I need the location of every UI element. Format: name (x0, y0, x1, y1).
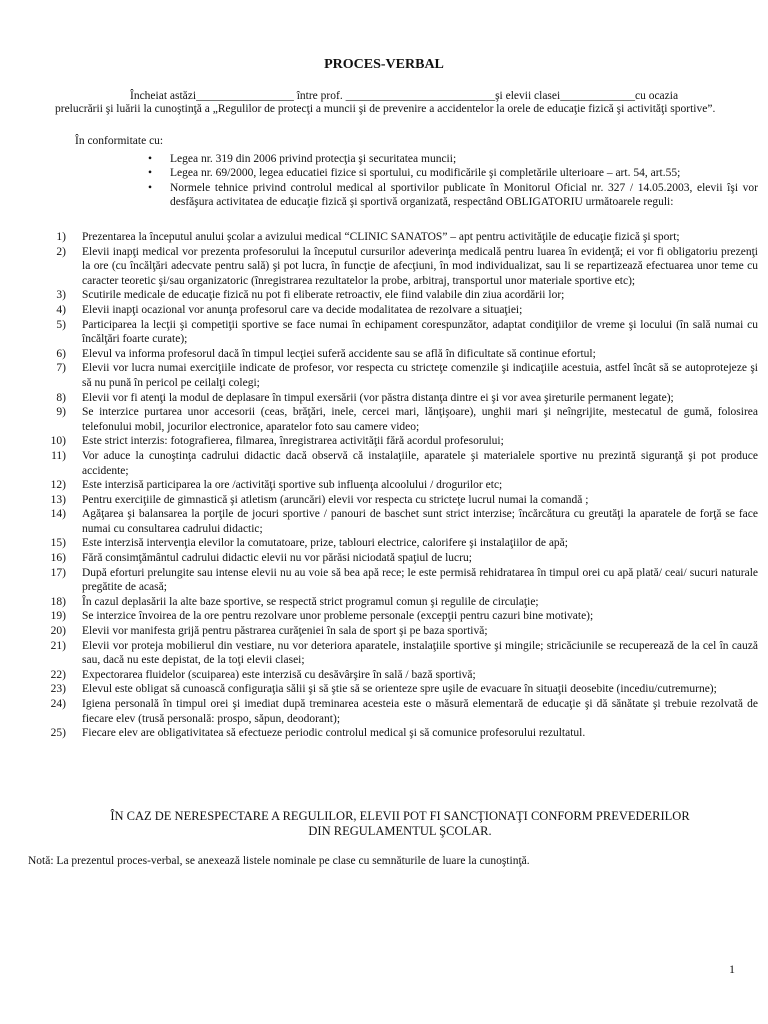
rule-number: 21) (50, 639, 66, 652)
rule-item (30, 361, 758, 390)
rule-number: 15) (50, 537, 66, 550)
rule-text: Elevii vor proteja mobilierul din vestiare, nu vor deteriora aparatele, instalaţiile sportive şi mingile; stricăciunile se recuperează de la cel în cauză sau, dacă nu este depistat, de la toţi elevii clasei; (82, 639, 758, 667)
rule-item (30, 551, 758, 566)
rule-text: Agăţarea şi balansarea la porţile de jocuri sportive / panouri de baschet sunt strict interzise; încărcătura cu greutăţi la aparatele de forţă se face numai cu consultarea cadrului didactic; (82, 508, 758, 535)
rule-text: Expectorarea fluidelor (scuiparea) este interzisă cu desăvârşire în sală / bază sportivă; (82, 668, 476, 681)
rule-item (30, 449, 758, 478)
rule-text: Participarea la lecţii şi competiţii sportive se face numai în echipament corespunzător, adaptat condiţiilor de vreme şi locului (în sală numai cu încălţări foarte curate); (82, 318, 758, 346)
rule-number: 6) (56, 347, 66, 360)
rule-item (30, 726, 758, 741)
bullet-icon: • (148, 181, 153, 194)
rule-item (30, 478, 758, 493)
page-number: 1 (729, 962, 735, 976)
rule-item (30, 493, 758, 508)
rule-number: 11) (51, 449, 66, 462)
rule-item (30, 682, 758, 697)
intro-paragraph (55, 90, 757, 116)
rule-text: Este interzisă intervenţia elevilor la comutatoare, prize, tablouri electrice, calorifere şi instalaţiilor de apă; (82, 537, 568, 550)
rule-number: 2) (56, 245, 66, 258)
rule-text: Vor aduce la cunoştinţa cadrului didactic dacă observă că instalaţiile, aparatele şi materialele sportive nu prezintă siguranţă şi pot produce accidente; (82, 449, 758, 477)
rule-item (30, 624, 758, 639)
bullet-icon: • (148, 153, 153, 165)
rule-number: 1) (56, 231, 66, 243)
rule-item (30, 507, 758, 536)
rule-number: 18) (50, 595, 66, 608)
rule-item (30, 303, 758, 318)
document-title: PROCES-VERBAL (324, 57, 444, 72)
rule-text: Scutirile medicale de educaţie fizică nu pot fi eliberate retroactiv, ele fiind valabile din ziua acordării lor; (82, 289, 565, 302)
law-text: Legea nr. 69/2000, legea educatiei fizice si sportului, cu modificările şi completările ulterioare – art. 54, art.55; (170, 167, 681, 180)
rule-text: Se interzice învoirea de la ore pentru rezolvare unor probleme personale (excepţii pentru cazuri bine motivate); (82, 610, 594, 623)
rule-text: În cazul deplasării la alte baze sportive, se respectă strict programul comun şi regulile de circulaţie; (82, 595, 539, 608)
rule-item (30, 668, 758, 683)
law-item (146, 166, 758, 180)
rule-number: 23) (50, 683, 66, 696)
rule-item (30, 230, 758, 245)
rule-number: 25) (50, 727, 66, 740)
rule-item (30, 288, 758, 303)
rule-item (30, 391, 758, 406)
rule-text: Fiecare elev are obligativitatea să efectueze periodic controlul medical şi să comunice profesorului rezultatul. (82, 727, 586, 740)
rule-item (30, 639, 758, 668)
rule-number: 12) (50, 479, 66, 492)
rule-number: 19) (50, 610, 66, 623)
conformitate-heading: În conformitate cu: (75, 135, 164, 147)
rule-item (30, 609, 758, 624)
rule-item (30, 536, 758, 551)
rule-text: Elevii inapţi ocazional vor anunţa profesorul care va decide modalitatea de rezolvare a situaţiei; (82, 303, 523, 316)
rule-number: 10) (50, 435, 66, 448)
bullet-icon: • (148, 167, 153, 180)
rule-number: 20) (50, 625, 66, 638)
annex-note: Notă: La prezentul proces-verbal, se anexează listele nominale pe clase cu semnăturile de luare la cunoştinţă. (28, 855, 530, 867)
laws-list (146, 152, 758, 210)
rule-item (30, 697, 758, 726)
rule-number: 13) (50, 493, 66, 506)
rules-list (30, 230, 758, 741)
rule-text: Se interzice purtarea unor accesorii (ceas, brăţări, inele, cercei mari, lănţişoare), unghii mari şi neîngrijite, mestecatul de gumă, folosirea telefonului mobil, jocurilor electronice, aparatelor foto sau camere video; (82, 406, 758, 433)
rule-item (30, 405, 758, 434)
rule-text: Elevii vor lucra numai exerciţiile indicate de profesor, vor respecta cu stricteţe comenzile şi indicaţiile acestuia, astfel încât să se autoprotejeze şi să nu pună în pericol pe ceilalţi colegi; (82, 362, 758, 389)
law-text: Legea nr. 319 din 2006 privind protecţia şi securitatea muncii; (170, 153, 457, 165)
rule-text: Pentru exerciţiile de gimnastică şi atletism (aruncări) elevii vor respecta cu stricteţe lucrul numai la comandă ; (82, 493, 589, 506)
rule-number: 3) (56, 289, 66, 302)
rule-item (30, 318, 758, 347)
intro-line-1: Încheiat astăzi_________________ între prof. __________________________şi elevii clasei_____________cu ocazia (130, 90, 679, 102)
law-item (146, 181, 758, 210)
rule-item (30, 245, 758, 289)
rule-text: Elevii inapţi medical vor prezenta profesorului la începutul cursurilor adeverinţa medicală pentru luarea în evidenţă; ei vor fi obligatoriu prezenţi la ore (cu încălţări adecvate pentru sală) şi pot lucra, în funcţie de afecţiuni, în mod individualizat, sau li se repartizează efectuarea unor teme cu caracter teoretic şi/sau organizatoric (înregistrarea rezultatelor la probe, arbitraj, transportul unor materiale sportive etc); (82, 245, 758, 287)
intro-line-rest: prelucrării şi luării la cunoştinţă a „Regulilor de protecţi a muncii şi de prevenire a accidentelor la orele de educaţie fizică şi activităţi sportive”. (55, 103, 716, 115)
rule-item (30, 566, 758, 595)
rule-number: 17) (50, 566, 66, 579)
rule-text: Este interzisă participarea la ore /activităţi sportive sub influenţa alcoolului / drogurilor etc; (82, 479, 503, 492)
rule-text: Igiena personală în timpul orei şi imediat după treminarea acesteia este o măsură elementară de educaţie şi dă sănătate şi trebuie rezolvată de fiecare elev (trusă personală: prospo, săpun, deodorant); (82, 698, 758, 725)
rule-number: 22) (50, 668, 66, 681)
rule-number: 4) (56, 303, 66, 316)
rule-text: Elevii vor fi atenţi la modul de deplasare în timpul exersării (vor păstra distanţa dintre ei şi vor avea şireturile permanent legate); (82, 391, 674, 404)
rule-text: După eforturi prelungite sau intense elevii nu au voie să bea apă rece; le este permisă rehidratarea în timpul orei cu apă plată/ ceai/ sucuri naturale pregătite de acasă; (82, 566, 758, 594)
rule-text: Este strict interzis: fotografierea, filmarea, înregistrarea activităţii fără acordul profesorului; (82, 435, 504, 448)
law-item (146, 152, 758, 166)
rule-number: 14) (50, 508, 66, 521)
rule-number: 7) (56, 362, 66, 375)
rule-number: 5) (56, 318, 66, 331)
sanction-warning: ÎN CAZ DE NERESPECTARE A REGULILOR, ELEVII POT FI SANCŢIONAŢI CONFORM PREVEDERILOR DIN REGULAMENTUL ŞCOLAR. (110, 809, 690, 838)
rule-number: 9) (56, 406, 66, 419)
law-text: Normele tehnice privind controlul medical al sportivilor publicate în Monitorul Oficial nr. 327 / 14.05.2003, elevii îşi vor desfăşura activitatea de educaţie fizică şi sportivă organizată, respectând OBLIGATORIU următoarele reguli: (170, 181, 758, 209)
rule-item (30, 595, 758, 610)
rule-number: 16) (50, 552, 66, 565)
rule-number: 8) (56, 391, 66, 404)
rule-text: Elevul este obligat să cunoască configuraţia sălii şi să ştie să se orienteze spre uşile de evacuare în situaţii deosebite (incediu/cutremurne); (82, 683, 717, 696)
rule-number: 24) (50, 698, 66, 710)
rule-text: Elevii vor manifesta grijă pentru păstrarea curăţeniei în sala de sport şi pe baza sportivă; (82, 625, 488, 638)
rule-text: Fără consimţământul cadrului didactic elevii nu vor părăsi niciodată spaţiul de lucru; (82, 552, 472, 565)
rule-text: Elevul va informa profesorul dacă în timpul lecţiei suferă accidente sau se află în dificultate să continue efortul; (82, 347, 596, 360)
rule-item (30, 434, 758, 449)
rule-text: Prezentarea la începutul anului şcolar a avizului medical “CLINIC SANATOS” – apt pentru activităţile de educaţie fizică şi sport; (82, 231, 680, 243)
rule-item (30, 347, 758, 362)
